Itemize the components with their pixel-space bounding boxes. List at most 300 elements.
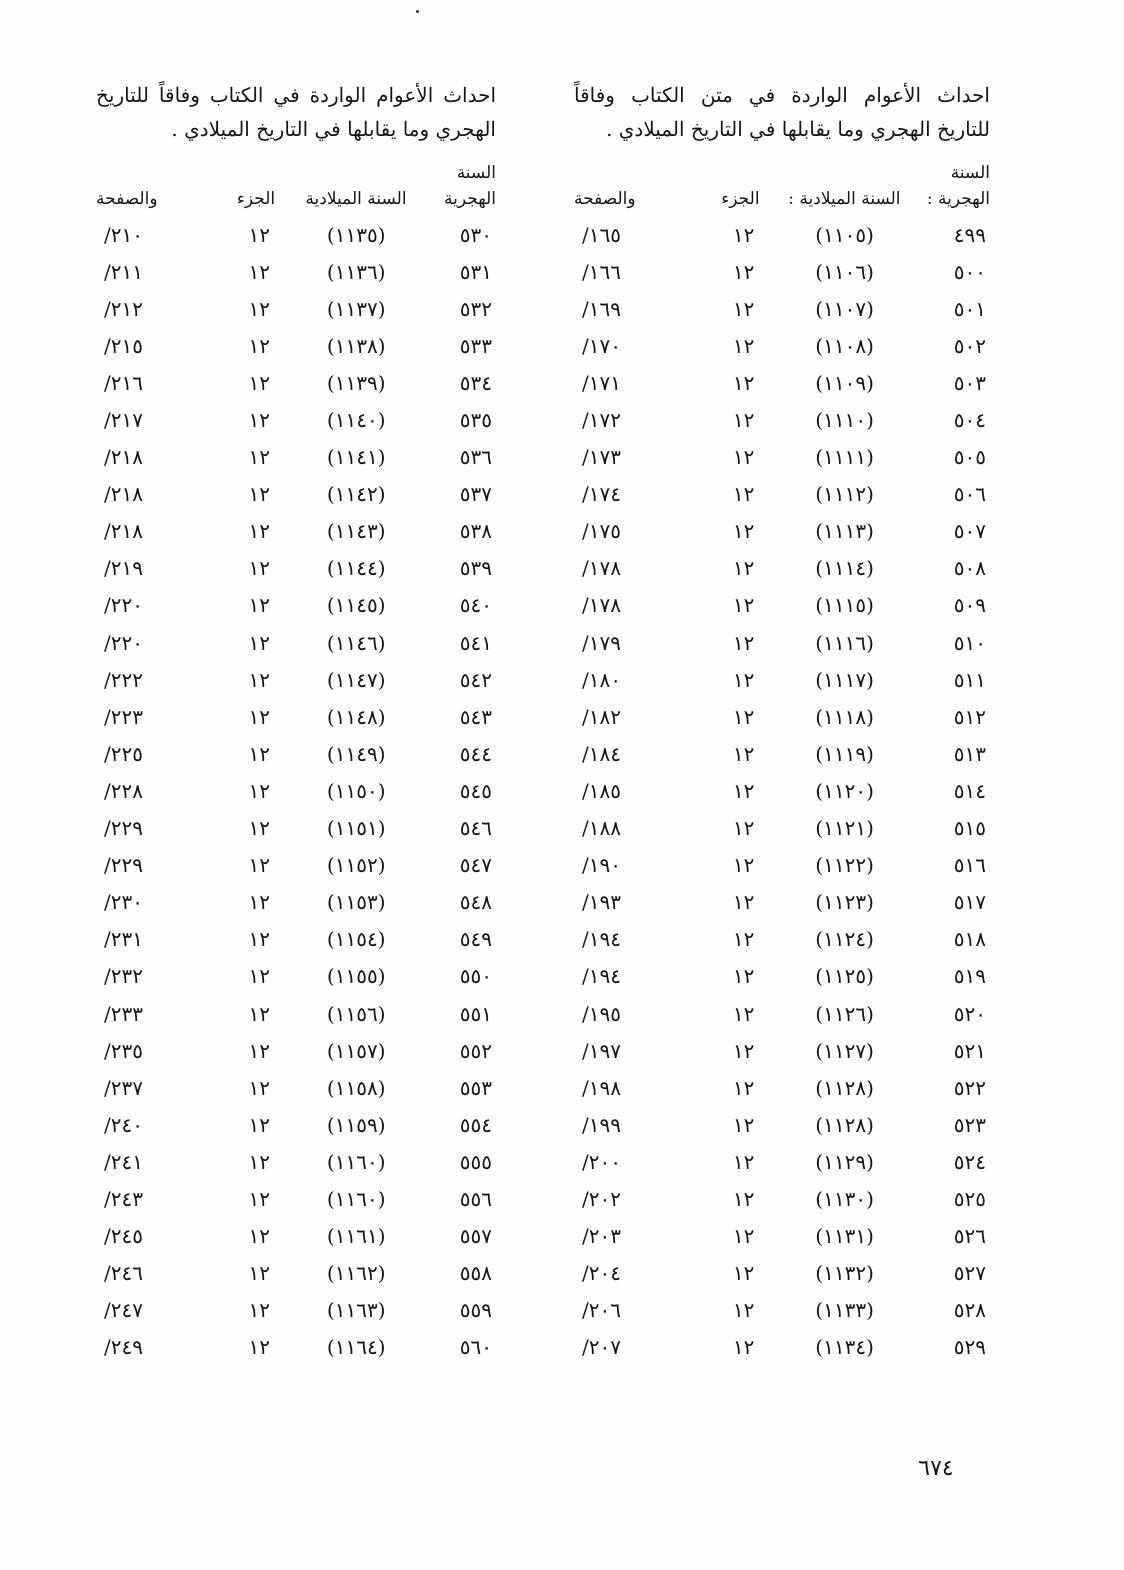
gregorian-year-cell: (١١١٤) <box>815 556 874 581</box>
table-row <box>96 216 496 253</box>
gregorian-year-cell: (١١٥٠) <box>326 778 386 803</box>
table-row <box>96 772 496 809</box>
header-hijri-year: السنة الهجرية : <box>926 163 990 209</box>
right-table-body <box>574 216 990 1366</box>
hijri-year-cell: ٥١٤ <box>953 778 986 803</box>
hijri-year-cell: ٥٥٧ <box>459 1224 492 1249</box>
left-table-section <box>96 78 496 1366</box>
gregorian-year-cell: (١١٦١) <box>326 1224 386 1249</box>
page-cell: ٢١٠/ <box>104 222 143 247</box>
hijri-year-cell: ٥٠٠ <box>953 259 986 284</box>
volume-cell: ١٢ <box>732 890 755 915</box>
volume-cell: ١٢ <box>248 964 270 989</box>
gregorian-year-cell: (١١٤٣) <box>326 519 386 544</box>
volume-cell: ١٢ <box>248 259 270 284</box>
hijri-year-cell: ٥١٢ <box>953 704 986 729</box>
gregorian-year-cell: (١١٢٤) <box>815 927 874 952</box>
volume-cell: ١٢ <box>248 1075 270 1100</box>
table-row <box>96 550 496 587</box>
header-page: والصفحة <box>574 189 636 209</box>
gregorian-year-cell: (١١٣١) <box>815 1224 874 1249</box>
gregorian-year-cell: (١١٢٠) <box>815 778 874 803</box>
volume-cell: ١٢ <box>732 1075 755 1100</box>
table-row <box>574 810 990 847</box>
page-cell: ٢١٦/ <box>104 370 143 395</box>
page-cell: ١٩٠/ <box>582 853 621 878</box>
table-row <box>96 587 496 624</box>
volume-cell: ١٢ <box>732 296 755 321</box>
volume-cell: ١٢ <box>732 370 755 395</box>
volume-cell: ١٢ <box>248 1149 270 1174</box>
volume-cell: ١٢ <box>248 741 270 766</box>
volume-cell: ١٢ <box>248 927 270 952</box>
volume-cell: ١٢ <box>732 333 755 358</box>
volume-cell: ١٢ <box>732 593 755 618</box>
page-cell: ١٧٩/ <box>582 630 621 655</box>
page-cell: ٢٢٢/ <box>104 667 143 692</box>
hijri-year-cell: ٥٣٨ <box>459 519 492 544</box>
volume-cell: ١٢ <box>248 630 270 655</box>
volume-cell: ١٢ <box>732 408 755 433</box>
page-cell: ٢٣٠/ <box>104 890 143 915</box>
page-cell: ٢٤٩/ <box>104 1335 143 1360</box>
gregorian-year-cell: (١١١٦) <box>815 630 874 655</box>
gregorian-year-cell: (١١٢٢) <box>815 853 874 878</box>
gregorian-year-cell: (١١٦٠) <box>326 1149 386 1174</box>
page-number: ٦٧٤ <box>918 1456 954 1481</box>
table-row <box>96 698 496 735</box>
table-row <box>96 513 496 550</box>
gregorian-year-cell: (١١٤٢) <box>326 482 386 507</box>
hijri-year-cell: ٥٢٤ <box>953 1149 986 1174</box>
table-row <box>574 1069 990 1106</box>
hijri-year-cell: ٥٢٠ <box>953 1001 986 1026</box>
table-row <box>574 290 990 327</box>
page-cell: ١٩٩/ <box>582 1112 621 1137</box>
gregorian-year-cell: (١١٣٨) <box>326 333 386 358</box>
volume-cell: ١٢ <box>248 1038 270 1063</box>
volume-cell: ١٢ <box>732 964 755 989</box>
volume-cell: ١٢ <box>732 741 755 766</box>
page-cell: ١٧٢/ <box>582 408 621 433</box>
page-cell: ١٩٥/ <box>582 1001 621 1026</box>
gregorian-year-cell: (١١٣٣) <box>815 1298 874 1323</box>
page-cell: ١٧٨/ <box>582 593 621 618</box>
table-row <box>574 698 990 735</box>
page-cell: ١٦٩/ <box>582 296 621 321</box>
hijri-year-cell: ٥٤٣ <box>459 704 492 729</box>
page-cell: ٢٢٩/ <box>104 853 143 878</box>
hijri-year-cell: ٤٩٩ <box>953 222 986 247</box>
table-row <box>96 1032 496 1069</box>
table-row <box>96 810 496 847</box>
gregorian-year-cell: (١١٥٦) <box>326 1001 386 1026</box>
page-cell: ٢٠٤/ <box>582 1261 621 1286</box>
table-row <box>574 1180 990 1217</box>
volume-cell: ١٢ <box>732 1186 755 1211</box>
volume-cell: ١٢ <box>248 1186 270 1211</box>
hijri-year-cell: ٥١٦ <box>953 853 986 878</box>
page-cell: ١٨٢/ <box>582 704 621 729</box>
hijri-year-cell: ٥٥١ <box>459 1001 492 1026</box>
page-cell: ٢٣٧/ <box>104 1075 143 1100</box>
volume-cell: ١٢ <box>248 482 270 507</box>
gregorian-year-cell: (١١٣٧) <box>326 296 386 321</box>
page-cell: ٢٣١/ <box>104 927 143 952</box>
gregorian-year-cell: (١١١١) <box>815 445 874 470</box>
hijri-year-cell: ٥٤٧ <box>459 853 492 878</box>
hijri-year-cell: ٥٠٢ <box>953 333 986 358</box>
hijri-year-cell: ٥١٨ <box>953 927 986 952</box>
hijri-year-cell: ٥٠١ <box>953 296 986 321</box>
page-cell: ٢١٧/ <box>104 408 143 433</box>
page-cell: ٢٢٨/ <box>104 778 143 803</box>
table-row <box>574 364 990 401</box>
table-row <box>574 772 990 809</box>
table-row <box>574 1292 990 1329</box>
table-row <box>574 327 990 364</box>
table-row <box>96 661 496 698</box>
page-cell: ١٨٨/ <box>582 816 621 841</box>
volume-cell: ١٢ <box>248 1335 270 1360</box>
volume-cell: ١٢ <box>248 816 270 841</box>
gregorian-year-cell: (١١٤٤) <box>326 556 386 581</box>
volume-cell: ١٢ <box>732 1112 755 1137</box>
table-row <box>96 1329 496 1366</box>
table-row <box>96 1218 496 1255</box>
gregorian-year-cell: (١١٣٦) <box>326 259 386 284</box>
gregorian-year-cell: (١١٤٨) <box>326 704 386 729</box>
header-page: والصفحة <box>96 189 158 209</box>
volume-cell: ١٢ <box>248 222 270 247</box>
hijri-year-cell: ٥٣٠ <box>459 222 492 247</box>
page-cell: ١٦٦/ <box>582 259 621 284</box>
page-cell: ١٧٤/ <box>582 482 621 507</box>
page-cell: ٢٤٣/ <box>104 1186 143 1211</box>
hijri-year-cell: ٥٠٤ <box>953 408 986 433</box>
gregorian-year-cell: (١١٢٨) <box>815 1112 874 1137</box>
page-cell: ٢١٨/ <box>104 445 143 470</box>
gregorian-year-cell: (١١٥١) <box>326 816 386 841</box>
right-intro-text: احداث الأعوام الواردة في متن الكتاب وفاقاً للتاريخ الهجري وما يقابلها في التاريخ الميلادي . <box>574 83 990 141</box>
gregorian-year-cell: (١١٢٥) <box>815 964 874 989</box>
hijri-year-cell: ٥٢٧ <box>953 1261 986 1286</box>
page-cell: ١٩٤/ <box>582 927 621 952</box>
hijri-year-cell: ٥٢٨ <box>953 1298 986 1323</box>
hijri-year-cell: ٥٠٨ <box>953 556 986 581</box>
volume-cell: ١٢ <box>248 593 270 618</box>
table-row <box>96 327 496 364</box>
page-cell: ١٨٤/ <box>582 741 621 766</box>
gregorian-year-cell: (١١٢٧) <box>815 1038 874 1063</box>
table-row <box>96 735 496 772</box>
page-cell: ٢٤٦/ <box>104 1261 143 1286</box>
gregorian-year-cell: (١١٥٧) <box>326 1038 386 1063</box>
gregorian-year-cell: (١١٤٦) <box>326 630 386 655</box>
gregorian-year-cell: (١١٢١) <box>815 816 874 841</box>
gregorian-year-cell: (١١٥٩) <box>326 1112 386 1137</box>
volume-cell: ١٢ <box>248 778 270 803</box>
page-cell: ٢٣٢/ <box>104 964 143 989</box>
volume-cell: ١٢ <box>248 1298 270 1323</box>
gregorian-year-cell: (١١٣٢) <box>815 1261 874 1286</box>
hijri-year-cell: ٥٣٦ <box>459 445 492 470</box>
table-row <box>96 1180 496 1217</box>
page-cell: ٢٠٠/ <box>582 1149 621 1174</box>
hijri-year-cell: ٥٠٩ <box>953 593 986 618</box>
volume-cell: ١٢ <box>248 853 270 878</box>
volume-cell: ١٢ <box>248 445 270 470</box>
page-cell: ١٧٨/ <box>582 556 621 581</box>
volume-cell: ١٢ <box>248 667 270 692</box>
hijri-year-cell: ٥٢٥ <box>953 1186 986 1211</box>
hijri-year-cell: ٥٥٦ <box>459 1186 492 1211</box>
hijri-year-cell: ٥٣٣ <box>459 333 492 358</box>
page-cell: ٢٠٢/ <box>582 1186 621 1211</box>
table-row <box>574 587 990 624</box>
header-volume: الجزء <box>236 189 276 209</box>
gregorian-year-cell: (١١٤٠) <box>326 408 386 433</box>
hijri-year-cell: ٥٥٩ <box>459 1298 492 1323</box>
table-row <box>574 1032 990 1069</box>
gregorian-year-cell: (١١٢٣) <box>815 890 874 915</box>
gregorian-year-cell: (١١٥٨) <box>326 1075 386 1100</box>
page-cell: ٢٤٠/ <box>104 1112 143 1137</box>
table-row <box>96 1069 496 1106</box>
hijri-year-cell: ٥٢٩ <box>953 1335 986 1360</box>
gregorian-year-cell: (١١٦٣) <box>326 1298 386 1323</box>
page-cell: ٢٤٥/ <box>104 1224 143 1249</box>
hijri-year-cell: ٥٤٠ <box>459 593 492 618</box>
page-cell: ٢٠٧/ <box>582 1335 621 1360</box>
hijri-year-cell: ٥٥٢ <box>459 1038 492 1063</box>
page-cell: ١٩٣/ <box>582 890 621 915</box>
volume-cell: ١٢ <box>248 704 270 729</box>
table-row <box>574 253 990 290</box>
volume-cell: ١٢ <box>732 1149 755 1174</box>
page-cell: ١٧١/ <box>582 370 621 395</box>
table-row <box>96 253 496 290</box>
volume-cell: ١٢ <box>732 1038 755 1063</box>
gregorian-year-cell: (١١١٥) <box>815 593 874 618</box>
hijri-year-cell: ٥٢٣ <box>953 1112 986 1137</box>
volume-cell: ١٢ <box>732 445 755 470</box>
table-row <box>96 1106 496 1143</box>
volume-cell: ١٢ <box>732 556 755 581</box>
volume-cell: ١٢ <box>732 630 755 655</box>
gregorian-year-cell: (١١٦٠) <box>326 1186 386 1211</box>
hijri-year-cell: ٥٤٤ <box>459 741 492 766</box>
table-row <box>574 661 990 698</box>
hijri-year-cell: ٥٣٤ <box>459 370 492 395</box>
table-row <box>574 513 990 550</box>
page-cell: ٢٢٩/ <box>104 816 143 841</box>
page-cell: ١٩٧/ <box>582 1038 621 1063</box>
volume-cell: ١٢ <box>732 853 755 878</box>
gregorian-year-cell: (١١٢٩) <box>815 1149 874 1174</box>
volume-cell: ١٢ <box>248 1001 270 1026</box>
table-row <box>574 1218 990 1255</box>
gregorian-year-cell: (١١٣٩) <box>326 370 386 395</box>
page-cell: ٢٠٣/ <box>582 1224 621 1249</box>
page-cell: ٢٠٦/ <box>582 1298 621 1323</box>
gregorian-year-cell: (١١١٧) <box>815 667 874 692</box>
gregorian-year-cell: (١١١٢) <box>815 482 874 507</box>
table-row <box>574 624 990 661</box>
table-row <box>96 1292 496 1329</box>
gregorian-year-cell: (١١٠٩) <box>815 370 874 395</box>
header-gregorian-year: السنة الميلادية <box>305 189 407 209</box>
gregorian-year-cell: (١١٥٢) <box>326 853 386 878</box>
page-cell: ١٦٥/ <box>582 222 621 247</box>
table-row <box>96 624 496 661</box>
left-intro-text: احداث الأعوام الواردة في الكتاب وفاقاً للتاريخ الهجري وما يقابلها في التاريخ الميلادي . <box>96 83 496 141</box>
gregorian-year-cell: (١١٢٦) <box>815 1001 874 1026</box>
page-cell: ١٧٥/ <box>582 519 621 544</box>
table-row <box>574 476 990 513</box>
page-cell: ١٩٤/ <box>582 964 621 989</box>
right-table-section <box>574 78 990 1366</box>
gregorian-year-cell: (١١٥٥) <box>326 964 386 989</box>
stray-mark <box>416 10 419 13</box>
gregorian-year-cell: (١١١٠) <box>815 408 874 433</box>
page-cell: ١٨٠/ <box>582 667 621 692</box>
gregorian-year-cell: (١١٢٨) <box>815 1075 874 1100</box>
table-row <box>574 550 990 587</box>
hijri-year-cell: ٥٤٩ <box>459 927 492 952</box>
hijri-year-cell: ٥١٣ <box>953 741 986 766</box>
table-row <box>96 364 496 401</box>
volume-cell: ١٢ <box>248 556 270 581</box>
gregorian-year-cell: (١١٦٤) <box>326 1335 386 1360</box>
page-cell: ٢١٨/ <box>104 519 143 544</box>
hijri-year-cell: ٥٠٦ <box>953 482 986 507</box>
page-cell: ٢٢٠/ <box>104 593 143 618</box>
table-row <box>574 1329 990 1366</box>
volume-cell: ١٢ <box>732 1335 755 1360</box>
volume-cell: ١٢ <box>248 370 270 395</box>
volume-cell: ١٢ <box>732 816 755 841</box>
volume-cell: ١٢ <box>248 519 270 544</box>
volume-cell: ١٢ <box>248 1261 270 1286</box>
hijri-year-cell: ٥٥٨ <box>459 1261 492 1286</box>
volume-cell: ١٢ <box>732 927 755 952</box>
table-row <box>96 439 496 476</box>
gregorian-year-cell: (١١١٩) <box>815 741 874 766</box>
header-volume: الجزء <box>721 189 760 209</box>
hijri-year-cell: ٥٣١ <box>459 259 492 284</box>
table-row <box>574 735 990 772</box>
page-cell: ٢١٨/ <box>104 482 143 507</box>
page-cell: ٢١٥/ <box>104 333 143 358</box>
gregorian-year-cell: (١١٣٥) <box>326 222 386 247</box>
table-row <box>96 476 496 513</box>
hijri-year-cell: ٥١٥ <box>953 816 986 841</box>
volume-cell: ١٢ <box>732 1001 755 1026</box>
hijri-year-cell: ٥١٩ <box>953 964 986 989</box>
page-cell: ١٧٠/ <box>582 333 621 358</box>
hijri-year-cell: ٥٥٥ <box>459 1149 492 1174</box>
gregorian-year-cell: (١١١٣) <box>815 519 874 544</box>
hijri-year-cell: ٥٢٢ <box>953 1075 986 1100</box>
volume-cell: ١٢ <box>732 778 755 803</box>
hijri-year-cell: ٥٣٢ <box>459 296 492 321</box>
table-row <box>574 995 990 1032</box>
table-row <box>96 958 496 995</box>
volume-cell: ١٢ <box>732 259 755 284</box>
volume-cell: ١٢ <box>732 1298 755 1323</box>
gregorian-year-cell: (١١٤٥) <box>326 593 386 618</box>
page-cell: ٢١١/ <box>104 259 143 284</box>
page-cell: ٢٣٥/ <box>104 1038 143 1063</box>
gregorian-year-cell: (١١٤١) <box>326 445 386 470</box>
hijri-year-cell: ٥١٠ <box>953 630 986 655</box>
volume-cell: ١٢ <box>248 408 270 433</box>
hijri-year-cell: ٥٣٩ <box>459 556 492 581</box>
hijri-year-cell: ٥٣٥ <box>459 408 492 433</box>
volume-cell: ١٢ <box>248 1112 270 1137</box>
gregorian-year-cell: (١١٣٠) <box>815 1186 874 1211</box>
table-row <box>96 847 496 884</box>
table-row <box>96 995 496 1032</box>
hijri-year-cell: ٥٣٧ <box>459 482 492 507</box>
table-row <box>574 958 990 995</box>
gregorian-year-cell: (١١٤٧) <box>326 667 386 692</box>
page-cell: ١٧٣/ <box>582 445 621 470</box>
hijri-year-cell: ٥٠٥ <box>953 445 986 470</box>
page-cell: ٢٤٧/ <box>104 1298 143 1323</box>
gregorian-year-cell: (١١٥٤) <box>326 927 386 952</box>
hijri-year-cell: ٥٤٦ <box>459 816 492 841</box>
hijri-year-cell: ٥٥٣ <box>459 1075 492 1100</box>
volume-cell: ١٢ <box>732 482 755 507</box>
table-row <box>574 1106 990 1143</box>
volume-cell: ١٢ <box>732 1261 755 1286</box>
table-row <box>574 401 990 438</box>
hijri-year-cell: ٥٤٨ <box>459 890 492 915</box>
hijri-year-cell: ٥٤٥ <box>459 778 492 803</box>
table-row <box>574 884 990 921</box>
table-row <box>96 290 496 327</box>
table-row <box>574 921 990 958</box>
gregorian-year-cell: (١١٠٧) <box>815 296 874 321</box>
volume-cell: ١٢ <box>732 667 755 692</box>
page-cell: ١٨٥/ <box>582 778 621 803</box>
table-row <box>574 847 990 884</box>
page-cell: ٢٢٣/ <box>104 704 143 729</box>
page-cell: ٢١٢/ <box>104 296 143 321</box>
table-row <box>574 216 990 253</box>
table-row <box>96 401 496 438</box>
volume-cell: ١٢ <box>248 296 270 321</box>
gregorian-year-cell: (١١٠٨) <box>815 333 874 358</box>
gregorian-year-cell: (١١٠٥) <box>815 222 874 247</box>
page-cell: ٢٢٥/ <box>104 741 143 766</box>
hijri-year-cell: ٥٤١ <box>459 630 492 655</box>
hijri-year-cell: ٥٠٣ <box>953 370 986 395</box>
gregorian-year-cell: (١١٦٢) <box>326 1261 386 1286</box>
volume-cell: ١٢ <box>732 704 755 729</box>
hijri-year-cell: ٥٠٧ <box>953 519 986 544</box>
hijri-year-cell: ٥٤٢ <box>459 667 492 692</box>
page-cell: ١٩٨/ <box>582 1075 621 1100</box>
table-row <box>96 921 496 958</box>
page-cell: ٢٤١/ <box>104 1149 143 1174</box>
page-cell: ٢١٩/ <box>104 556 143 581</box>
gregorian-year-cell: (١١٥٣) <box>326 890 386 915</box>
gregorian-year-cell: (١١٤٩) <box>326 741 386 766</box>
table-row <box>574 1143 990 1180</box>
